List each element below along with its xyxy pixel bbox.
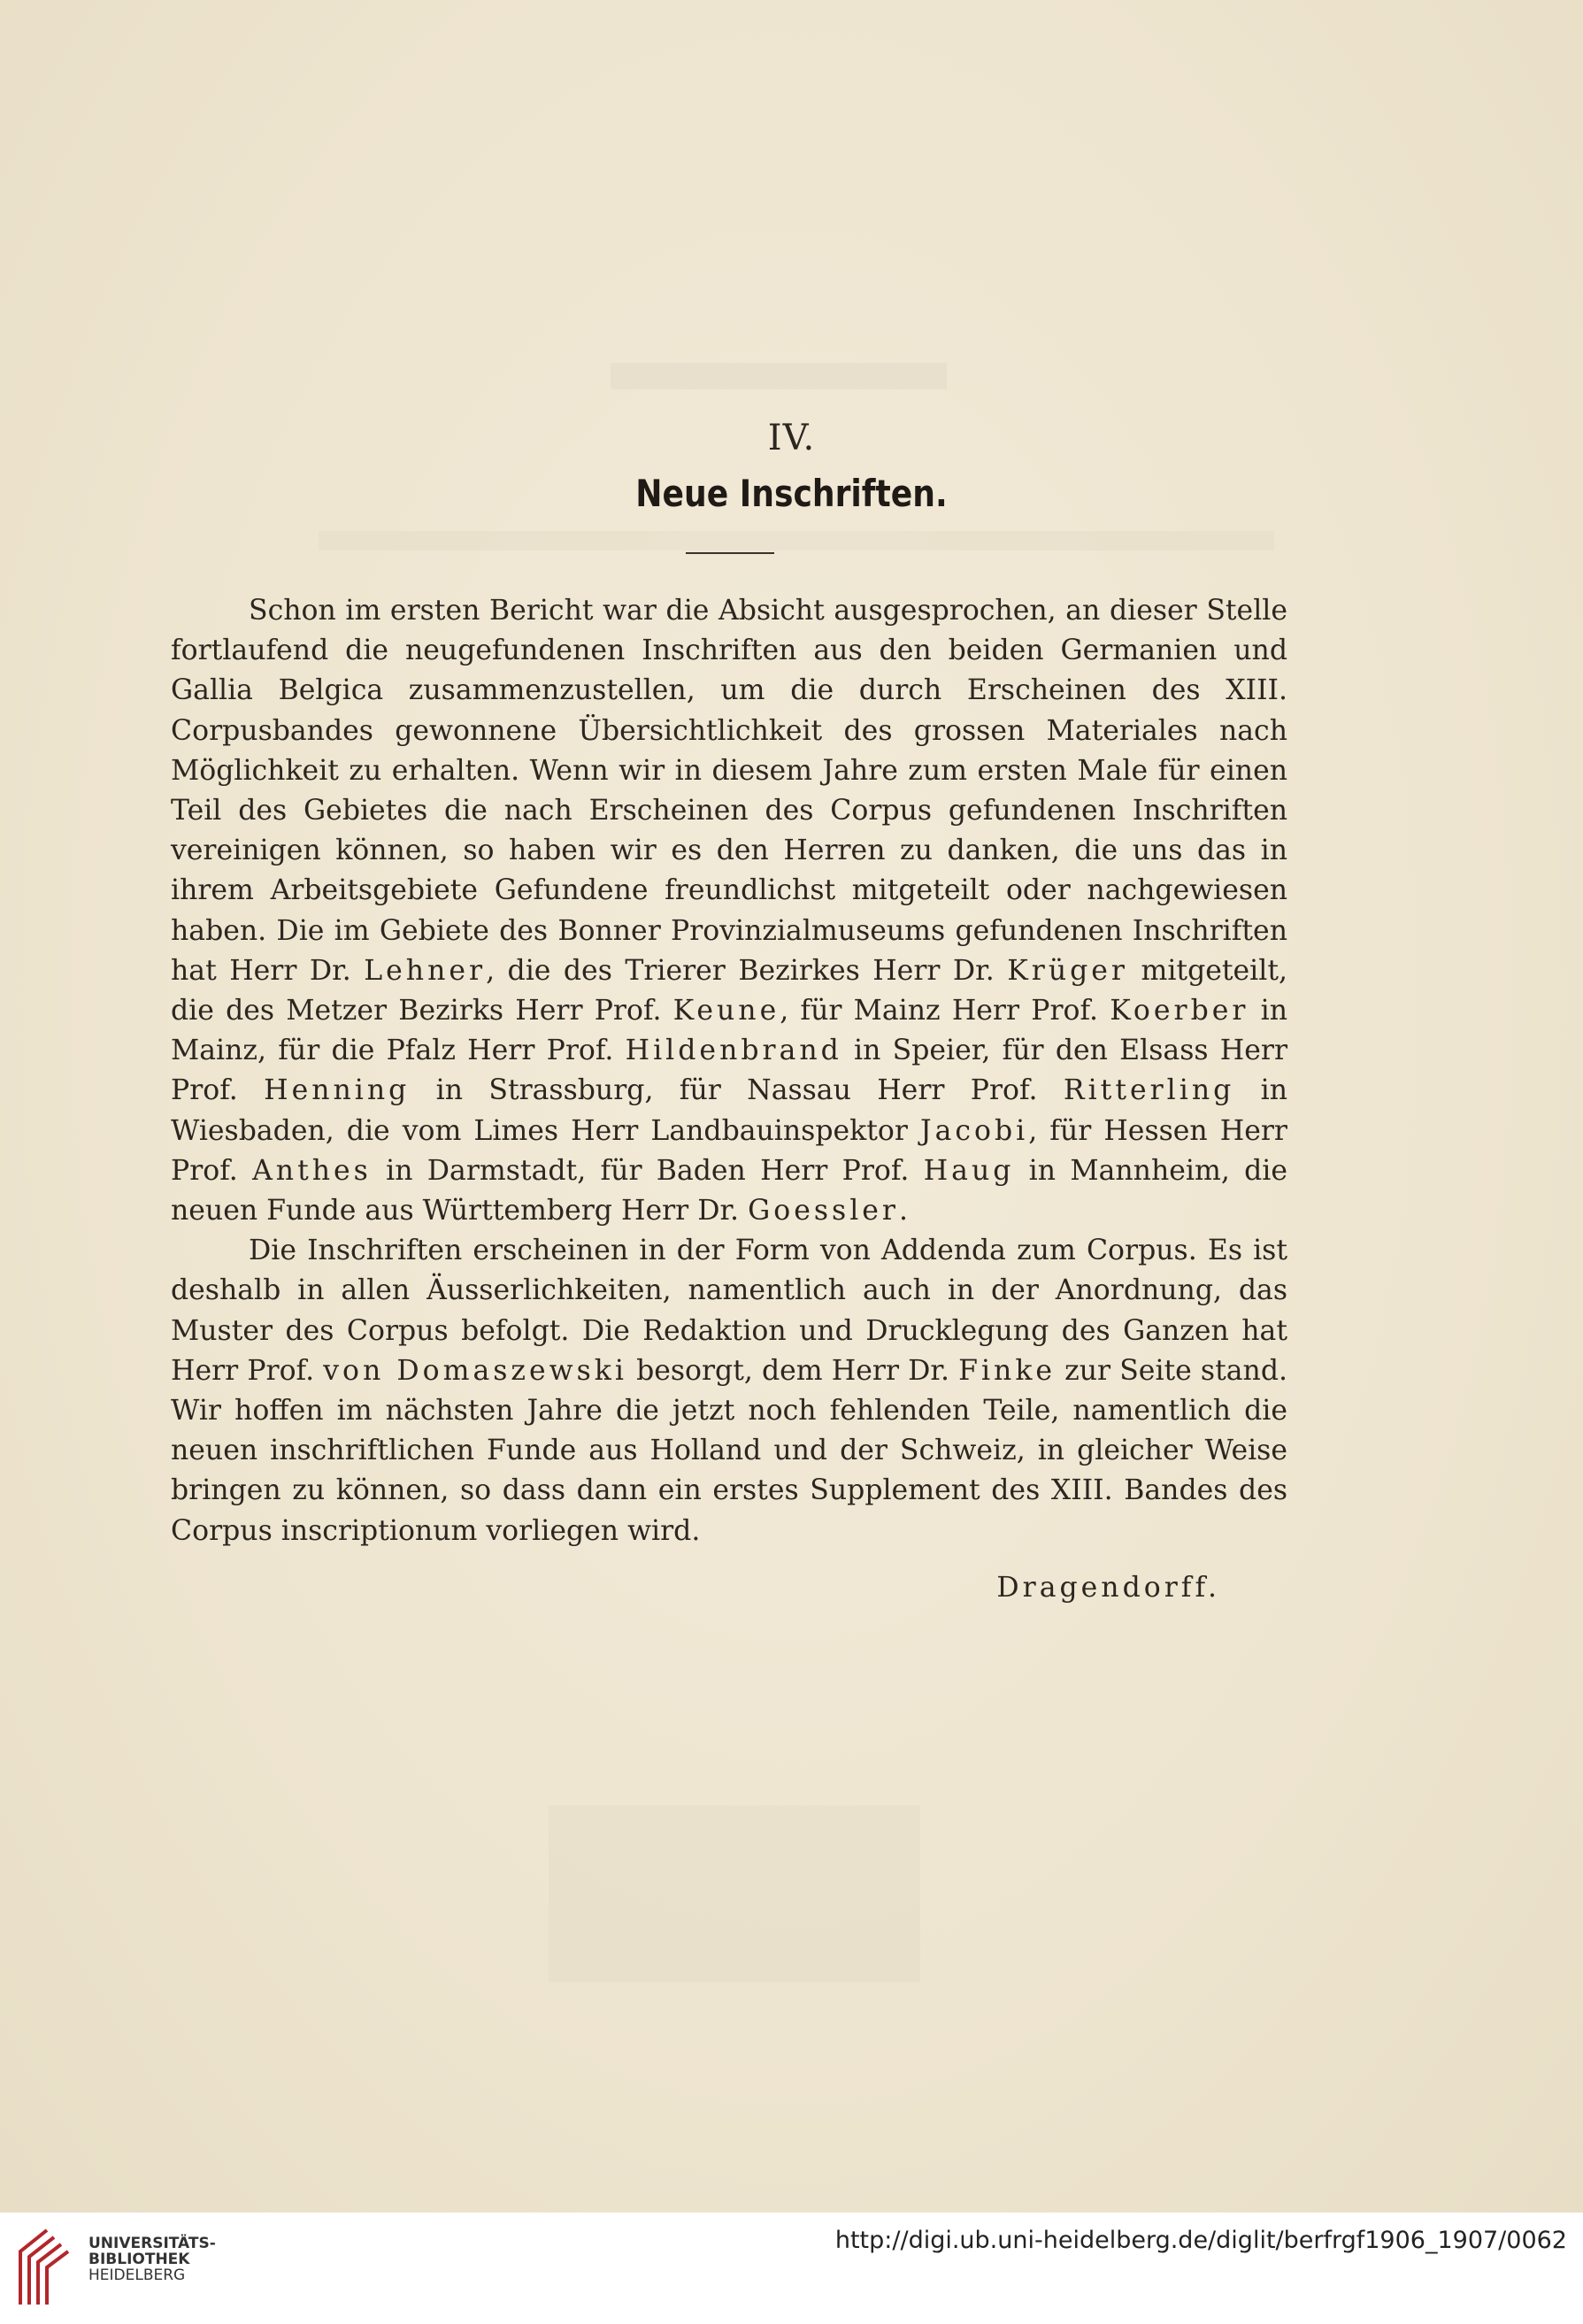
university-library-logo-icon[interactable] xyxy=(15,2227,73,2306)
spaced-name: Lehner xyxy=(364,954,487,987)
spaced-name: Anthes xyxy=(252,1154,372,1187)
spaced-name: Jacobi xyxy=(919,1114,1029,1147)
page-title: Neue Inschriften. xyxy=(635,472,948,515)
text-run: in Mainz, für die Pfalz Herr Prof. xyxy=(171,995,1287,1067)
text-run: Schon im ersten Bericht war die Absicht ausgesprochen, an dieser Stelle fortlaufend die neugefundenen Inschriften aus den beiden Germanien und Gallia Belgica zusammenzustellen, um die durch Erscheinen des XIII. Corpusbandes gewonnene Übersichtlichkeit des grossen Materiales nach Möglichkeit zu erhalten. Wenn wir in diesem Jahre zum ersten Male für einen Teil des Gebietes die nach Erscheinen des Corpus gefundenen Inschriften vereinigen können, so haben wir es den Herren zu danken, die uns das in ihrem Arbeitsgebiete Gefundene freundlichst mitgeteilt oder nachgewiesen haben. Die im Gebiete des Bonner Provinzialmuseums gefundenen Inschriften hat Herr Dr. xyxy=(171,595,1287,987)
section-numeral: IV. xyxy=(767,418,816,458)
library-name[interactable] xyxy=(88,2236,216,2283)
text-run: , die des Trierer Bezirkes Herr Dr. xyxy=(486,954,1008,987)
spaced-name: Keune xyxy=(672,995,780,1027)
text-run: mitgeteilt, die des Metzer Bezirks Herr Prof. xyxy=(171,954,1287,1027)
source-url-link[interactable]: http://digi.ub.uni-heidelberg.de/diglit/berfrgf1906_1907/0062 xyxy=(834,2227,1567,2254)
show-through-band xyxy=(611,363,947,389)
library-name-line: BIBLIOTHEK xyxy=(88,2251,190,2268)
text-run: zur Seite stand. Wir hoffen im nächsten Jahre die jetzt noch fehlenden Teile, namentlich die neuen inschriftlichen Funde aus Holland und der Schweiz, in gleicher Weise bringen zu können, so dass dann ein erstes Supplement des XIII. Bandes des Corpus inscriptionum vorliegen wird. xyxy=(171,1354,1287,1547)
text-run: besorgt, dem Herr Dr. xyxy=(626,1354,959,1387)
text-run: Die Inschriften erscheinen in der Form von Addenda zum Corpus. Es ist deshalb in allen Äusserlichkeiten, namentlich auch in der Anordnung, das Muster des Corpus befolgt. Die Redaktion und Drucklegung des Ganzen hat Herr Prof. xyxy=(171,1235,1287,1387)
article-body xyxy=(171,591,1287,1551)
body-paragraph xyxy=(171,1231,1287,1551)
show-through-band xyxy=(549,1805,920,1982)
text-run: , für Hessen Herr Prof. xyxy=(171,1114,1287,1187)
text-run: in Mannheim, die neuen Funde aus Württemberg Herr Dr. xyxy=(171,1154,1288,1227)
spaced-name: Goessler xyxy=(748,1195,899,1227)
text-run: in Speier, für den Elsass Herr Prof. xyxy=(171,1035,1288,1107)
body-paragraph xyxy=(171,591,1287,1231)
spaced-name: Koerber xyxy=(1110,995,1249,1027)
text-run: . xyxy=(898,1195,908,1227)
title-divider xyxy=(686,552,774,554)
text-run: in Wiesbaden, die vom Limes Herr Landbauinspektor xyxy=(171,1074,1287,1147)
library-name-line: UNIVERSITÄTS- xyxy=(88,2235,216,2252)
show-through-band xyxy=(319,531,1274,550)
author-signature: Dragendorff. xyxy=(996,1572,1220,1604)
spaced-name: Finke xyxy=(958,1354,1057,1387)
spaced-name: Ritterling xyxy=(1063,1074,1235,1107)
spaced-name: von Domaszewski xyxy=(323,1354,627,1387)
library-city: HEIDELBERG xyxy=(88,2266,186,2284)
text-run: , für Mainz Herr Prof. xyxy=(780,995,1110,1027)
spaced-name: Haug xyxy=(923,1154,1015,1187)
text-run: in Darmstadt, für Baden Herr Prof. xyxy=(371,1154,924,1187)
spaced-name: Henning xyxy=(264,1074,411,1107)
spaced-name: Hildenbrand xyxy=(625,1035,842,1067)
spaced-name: Krüger xyxy=(1007,954,1128,987)
text-run: in Strassburg, für Nassau Herr Prof. xyxy=(410,1074,1064,1107)
